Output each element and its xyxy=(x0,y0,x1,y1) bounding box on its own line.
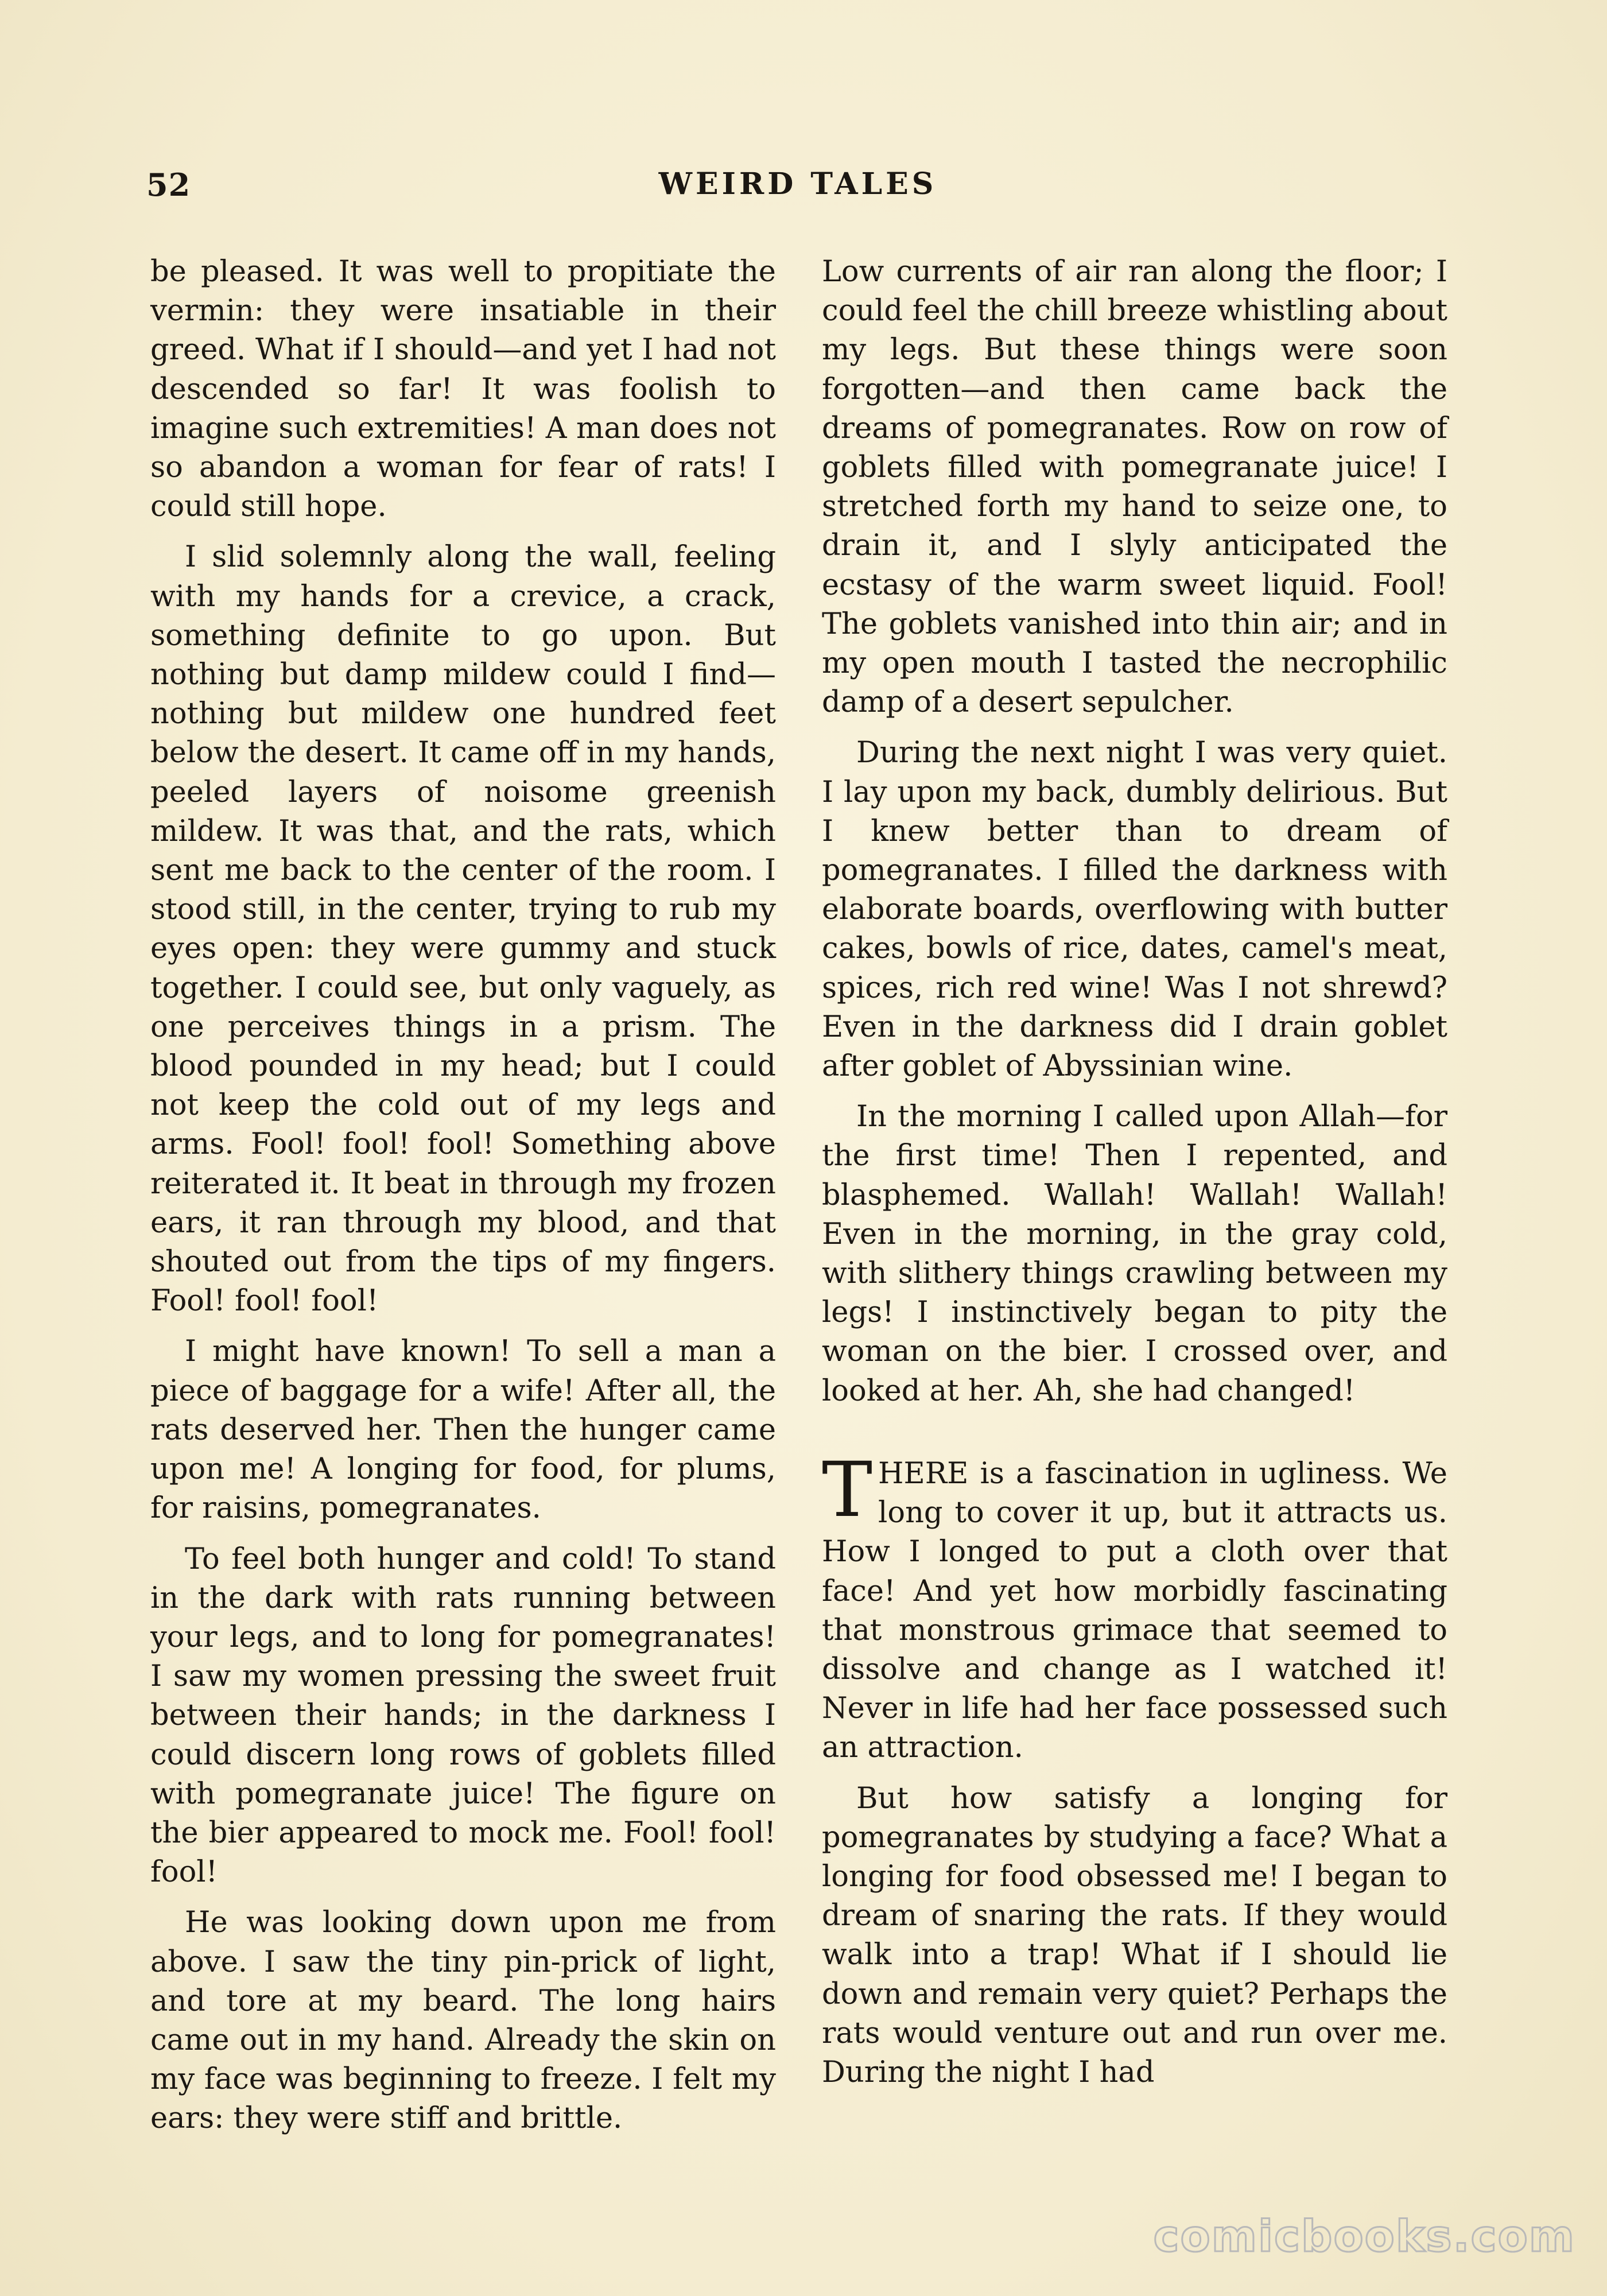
left-column xyxy=(150,253,776,2150)
paragraph: To feel both hunger and cold! To stand in the dark with rats running between your legs, and to long for pomegranates! I saw my women pressing the sweet fruit between their hands; in the darkness I could discern long rows of goblets filled with pomegranate juice! The figure on the bier appeared to mock me. Fool! fool! fool! xyxy=(150,1542,776,1890)
paragraph: But how satisfy a longing for pomegranates by studying a face? What a longing for food obsessed me! I began to dream of snaring the rats. If they would walk into a trap! What if I should lie down and remain very quiet? Perhaps the rats would venture out and run over me. During the night I had xyxy=(822,1781,1447,2089)
paragraph: I might have known! To sell a man a piece of baggage for a wife! After all, the rats deserved her. Then the hunger came upon me! A longing for food, for plums, for raisins, pomegranates. xyxy=(150,1335,776,1526)
page-number: 52 xyxy=(146,166,191,203)
paragraph: During the next night I was very quiet. I lay upon my back, dumbly delirious. But I knew better than to dream of pomegranates. I filled the darkness with elaborate boards, overflowing with butter cakes, bowls of rice, dates, camel's meat, spices, rich red wine! Was I not shrewd? Even in the darkness did I drain goblet after goblet of Abyssinian wine. xyxy=(822,736,1447,1084)
drop-cap: T xyxy=(822,1445,873,1534)
paragraph-text: HERE is a fascination in ugliness. We long to cover it up, but it attracts us. How I longed to put a cloth over that face! And yet how morbidly fascinating that monstrous grimace that seemed to dissolve and change as I watched it! Never in life had her face possessed such an attraction. xyxy=(822,1456,1447,1765)
running-title: WEIRD TALES xyxy=(658,166,937,201)
section-break xyxy=(822,1422,1447,1455)
section-opening-paragraph xyxy=(822,1445,1447,1768)
watermark: comicbooks.com xyxy=(1153,2210,1575,2262)
paragraph: In the morning I called upon Allah—for the first time! Then I repented, and blasphemed. Wallah! Wallah! Wallah! Even in the morning, in the gray cold, with slithery things crawling between my legs! I instinctively began to pity the woman on the bier. I crossed over, and looked at her. Ah, she had changed! xyxy=(822,1100,1447,1408)
paragraph: be pleased. It was well to propitiate the vermin: they were insatiable in their greed. What if I should—and yet I had not descended so far! It was foolish to imagine such extremities! A man does not so abandon a woman for fear of rats! I could still hope. xyxy=(150,255,776,524)
paragraph: I slid solemnly along the wall, feeling with my hands for a crevice, a crack, something definite to go upon. But nothing but damp mildew could I find—nothing but mildew one hundred feet below the desert. It came off in my hands, peeled layers of noisome greenish mildew. It was that, and the rats, which sent me back to the center of the room. I stood still, in the center, trying to rub my eyes open: they were gummy and stuck together. I could see, but only vaguely, as one perceives things in a prism. The blood pounded in my head; but I could not keep the cold out of my legs and arms. Fool! fool! fool! Something above reiterated it. It beat in through my frozen ears, it ran through my blood, and that shouted out from the tips of my fingers. Fool! fool! fool! xyxy=(150,540,776,1318)
right-column xyxy=(822,253,1447,2104)
paragraph: Low currents of air ran along the floor; I could feel the chill breeze whistling about my legs. But these things were soon forgotten—and then came back the dreams of pomegranates. Row on row of goblets filled with pomegranate juice! I stretched forth my hand to seize one, to drain it, and I slyly anticipated the ecstasy of the warm sweet liquid. Fool! The goblets vanished into thin air; and in my open mouth I tasted the necrophilic damp of a desert sepulcher. xyxy=(822,255,1447,720)
paragraph: He was looking down upon me from above. I saw the tiny pin-prick of light, and tore at my beard. The long hairs came out in my hand. Already the skin on my face was beginning to freeze. I felt my ears: they were stiff and brittle. xyxy=(150,1906,776,2136)
page-header xyxy=(146,166,1449,212)
